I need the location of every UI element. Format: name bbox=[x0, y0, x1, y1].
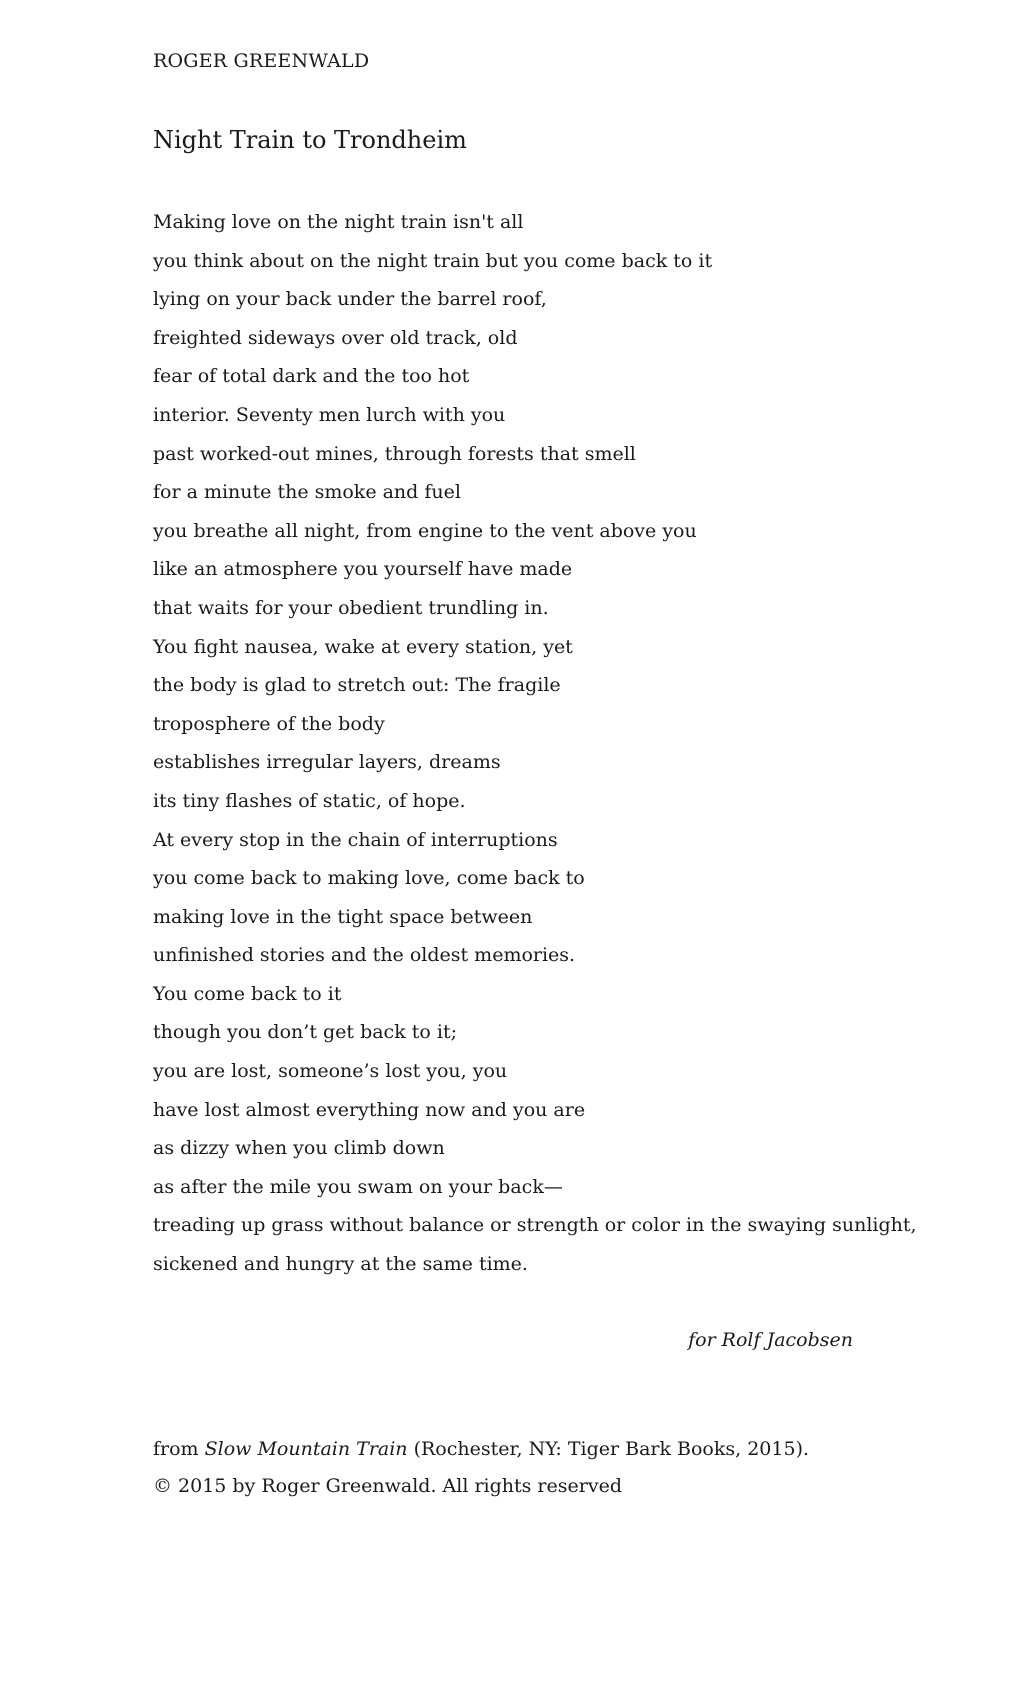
poem-line: making love in the tight space between bbox=[153, 905, 533, 928]
poem-line: establishes irregular layers, dreams bbox=[153, 751, 501, 774]
poem-line: treading up grass without balance or strength or color in the swaying sunlight, bbox=[153, 1214, 917, 1237]
poem-title: Night Train to Trondheim bbox=[153, 126, 467, 154]
poem-line: you are lost, someone’s lost you, you bbox=[153, 1060, 508, 1083]
poem-line: for a minute the smoke and fuel bbox=[153, 481, 461, 504]
poem-line: unfinished stories and the oldest memories. bbox=[153, 944, 576, 967]
poem-line: sickened and hungry at the same time. bbox=[153, 1253, 528, 1276]
poem-line: you breathe all night, from engine to the vent above you bbox=[153, 519, 697, 542]
poem-line: lying on your back under the barrel roof, bbox=[153, 288, 547, 311]
poem-line: Making love on the night train isn't all bbox=[153, 211, 524, 233]
poem-line: At every stop in the chain of interruptions bbox=[153, 828, 558, 851]
poem-line: its tiny flashes of static, of hope. bbox=[153, 789, 466, 812]
poem-line: you think about on the night train but you come back to it bbox=[153, 249, 713, 272]
poem-line: You fight nausea, wake at every station, yet bbox=[153, 635, 573, 658]
poem-line: troposphere of the body bbox=[153, 712, 385, 735]
poem-line: as after the mile you swam on your back— bbox=[153, 1175, 563, 1198]
book-title: Slow Mountain Train bbox=[204, 1438, 408, 1460]
poem-line: like an atmosphere you yourself have made bbox=[153, 558, 573, 581]
poem-line: fear of total dark and the too hot bbox=[153, 365, 470, 388]
poem-line: as dizzy when you climb down bbox=[153, 1137, 445, 1160]
source-suffix: (Rochester, NY: Tiger Bark Books, 2015). bbox=[407, 1438, 810, 1460]
author-name: ROGER GREENWALD bbox=[153, 50, 370, 72]
poem-line: you come back to making love, come back to bbox=[153, 867, 585, 890]
poem-line: the body is glad to stretch out: The fragile bbox=[153, 674, 561, 697]
poem-body bbox=[153, 209, 917, 1290]
poem-line: freighted sideways over old track, old bbox=[153, 326, 518, 349]
poem-line: interior. Seventy men lurch with you bbox=[153, 403, 506, 426]
dedication: for Rolf Jacobsen bbox=[688, 1329, 853, 1351]
source-prefix: from bbox=[153, 1438, 205, 1460]
copyright-notice: © 2015 by Roger Greenwald. All rights reserved bbox=[153, 1475, 622, 1497]
poem-line: that waits for your obedient trundling in. bbox=[153, 596, 549, 619]
poem-line: have lost almost everything now and you are bbox=[153, 1098, 586, 1121]
poem-line: though you don’t get back to it; bbox=[153, 1021, 457, 1044]
poem-line: You come back to it bbox=[153, 982, 342, 1005]
source-citation bbox=[153, 1438, 809, 1460]
poem-line: past worked-out mines, through forests that smell bbox=[153, 442, 636, 465]
